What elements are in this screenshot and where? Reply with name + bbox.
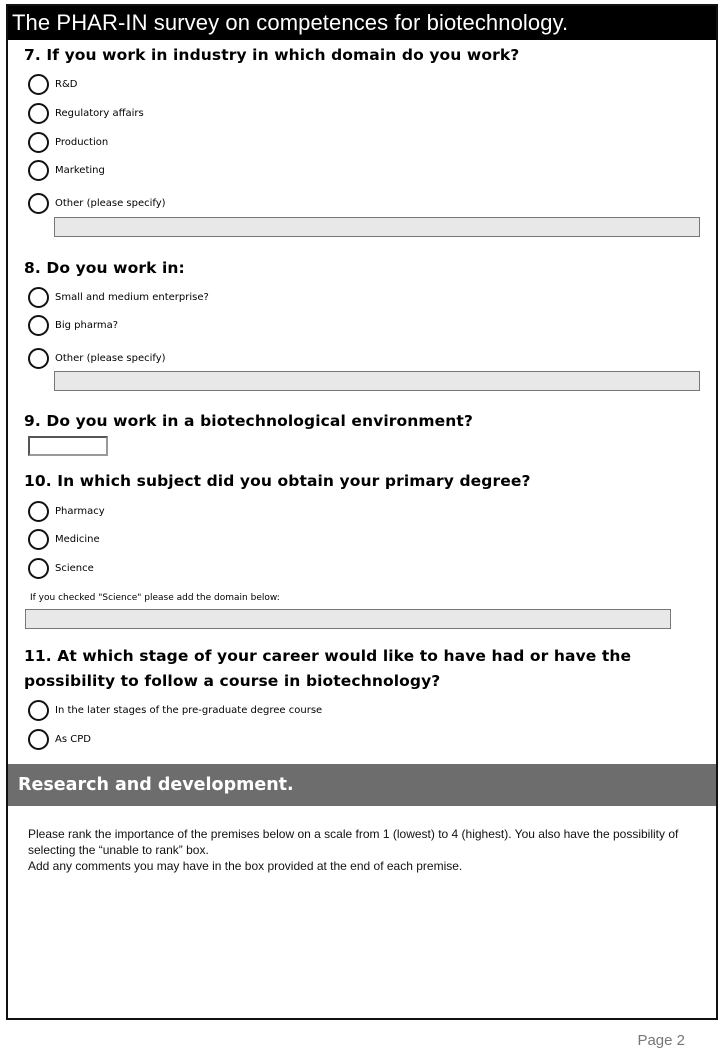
- radio-button[interactable]: [28, 315, 49, 336]
- radio-button[interactable]: [28, 529, 49, 550]
- radio-button[interactable]: [28, 558, 49, 579]
- survey-page-frame: [6, 4, 718, 1020]
- question-11-title: 11. At which stage of your career would like to have had or have the possibility to follow a course in biotechnology?: [24, 647, 632, 690]
- radio-button[interactable]: [28, 700, 49, 721]
- q8-option-sme[interactable]: [28, 285, 209, 309]
- radio-button[interactable]: [28, 193, 49, 214]
- option-label: Other (please specify): [55, 352, 166, 364]
- question-8-title: 8. Do you work in:: [24, 259, 185, 277]
- radio-button[interactable]: [28, 348, 49, 369]
- radio-button[interactable]: [28, 160, 49, 181]
- q8-option-big-pharma[interactable]: [28, 313, 118, 337]
- q7-other-specify-field[interactable]: [54, 217, 700, 237]
- radio-button[interactable]: [28, 287, 49, 308]
- radio-button[interactable]: [28, 74, 49, 95]
- q7-option-marketing[interactable]: [28, 158, 105, 182]
- q7-option-production[interactable]: [28, 130, 108, 154]
- q10-science-hint: If you checked "Science" please add the domain below:: [30, 593, 280, 603]
- q8-other-specify-field[interactable]: [54, 371, 700, 391]
- radio-button[interactable]: [28, 103, 49, 124]
- q10-option-medicine[interactable]: [28, 527, 100, 551]
- instructions-line-2: Add any comments you may have in the box provided at the end of each premise.: [28, 859, 463, 873]
- q8-option-other[interactable]: [28, 346, 166, 370]
- option-label: In the later stages of the pre-graduate degree course: [55, 704, 323, 716]
- option-label: Small and medium enterprise?: [55, 291, 209, 303]
- question-7-title: 7. If you work in industry in which domain do you work?: [24, 46, 520, 64]
- instructions-line-1: Please rank the importance of the premises below on a scale from 1 (lowest) to 4 (highest). You also have the possibility of selecting the “unable to rank” box.: [28, 827, 679, 857]
- radio-button[interactable]: [28, 132, 49, 153]
- option-label: Other (please specify): [55, 197, 166, 209]
- q10-option-pharmacy[interactable]: [28, 499, 105, 523]
- option-label: Pharmacy: [55, 505, 105, 517]
- radio-button[interactable]: [28, 729, 49, 750]
- question-9-title: 9. Do you work in a biotechnological environment?: [24, 412, 473, 430]
- option-label: Marketing: [55, 164, 105, 176]
- q11-option-cpd[interactable]: [28, 727, 91, 751]
- option-label: R&D: [55, 78, 78, 90]
- radio-button[interactable]: [28, 501, 49, 522]
- option-label: Medicine: [55, 533, 100, 545]
- question-10-title: 10. In which subject did you obtain your primary degree?: [24, 472, 531, 490]
- q7-option-regulatory[interactable]: [28, 101, 144, 125]
- q7-option-rnd[interactable]: [28, 72, 77, 96]
- option-label: As CPD: [55, 733, 91, 745]
- option-label: Science: [55, 562, 94, 574]
- q9-answer-input[interactable]: [28, 436, 108, 456]
- q10-science-domain-field[interactable]: [25, 609, 671, 629]
- q7-option-other[interactable]: [28, 191, 166, 215]
- section-instructions: [28, 826, 698, 874]
- survey-title: The PHAR-IN survey on competences for biotechnology.: [8, 6, 716, 40]
- option-label: Big pharma?: [55, 319, 119, 331]
- page-number: Page 2: [637, 1032, 685, 1049]
- q10-option-science[interactable]: [28, 556, 94, 580]
- section-header-research: Research and development.: [8, 764, 716, 806]
- option-label: Production: [55, 136, 109, 148]
- q11-option-pre-graduate[interactable]: [28, 698, 322, 722]
- option-label: Regulatory affairs: [55, 107, 144, 119]
